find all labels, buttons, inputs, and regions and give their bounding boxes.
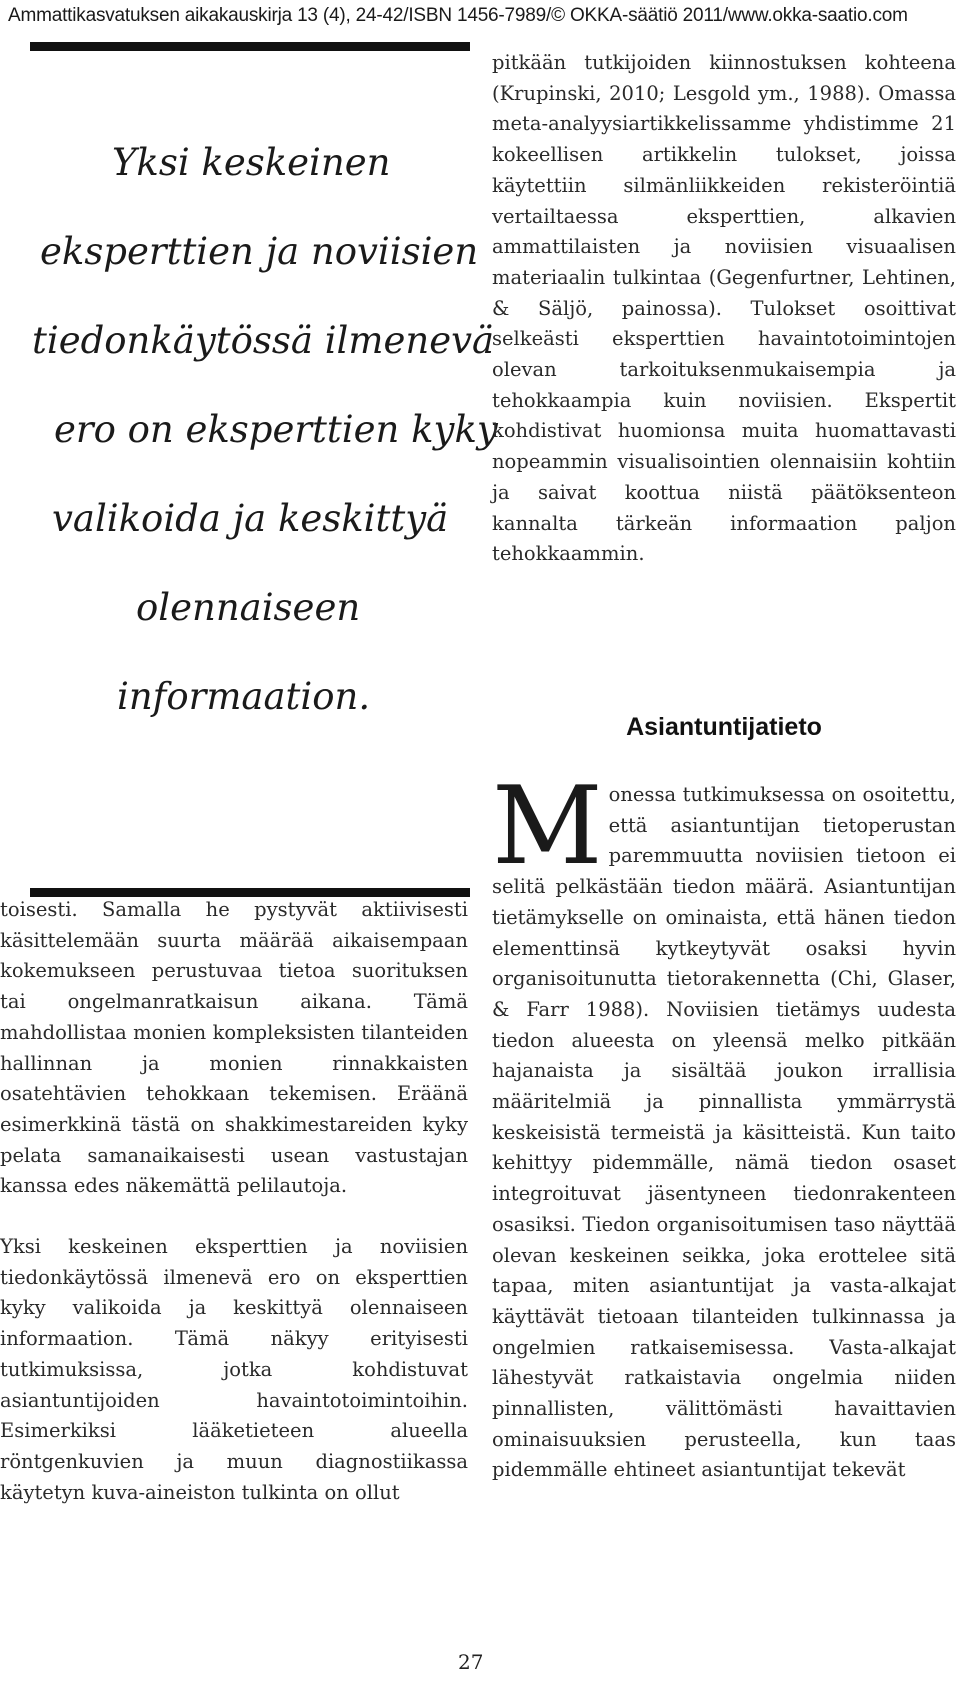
pullquote-line: valikoida ja keskittyä (52, 497, 449, 540)
pullquote-top-rule (30, 42, 470, 51)
body-paragraph: pitkään tutkijoiden kiinnostuksen kohteena (Krupinski, 2010; Lesgold ym., 1988). Omassa meta-analyysiartikkelissamme yhdistimme 21 kokeellisen artikkelin tulokset, joissa käytettiin silmänliikkeiden rekisteröintiä vertailtaessa eksperttien, alkavien ammattilaisten ja noviisien visuaalisen materiaalin tulkintaa (Gegenfurtner, Lehtinen, & Säljö, painossa). Tulokset osoittivat selkeästi eksperttien havaintotoimintojen olevan tarkoituksenmukaisempia ja tehokkaampia kuin noviisien. Ekspertit kohdistivat huomionsa muita huomattavasti nopeammin visualisointien olennaisiin kohtiin ja saivat koottua niistä päätöksenteon kannalta tärkeän informaation paljon tehokkaammin. (492, 51, 956, 566)
body-paragraph: onessa tutkimuksessa on osoitettu, että asiantuntijan tietoperustan paremmuutta noviisien tietoon ei selitä pelkästään tiedon määrä. Asiantuntijan tietämykselle on ominaista, että hänen tiedon elementtinsä kytkeytyvät osaksi hyvin organisoitunutta tietorakennetta (Chi, Glaser, & Farr 1988). Noviisien tietämys uudesta tiedon alueesta on yleensä melko pitkään hajanaista ja sisältää joukon irrallisia määritelmiä ja pinnallista ymmärrystä keskeisistä termeistä ja käsitteistä. Kun taito kehittyy pidemmälle, nämä tiedon osaset integroituvat jäsentyneen tiedonrakenteen osasiksi. Tiedon organisoitumisen taso näyttää olevan keskeinen seikka, joka erottelee sitä tapaa, miten asiantuntijat ja vasta-alkajat käyttävät tietoaan tilanteiden tulkinnassa ja ongelmien ratkaisemisessa. Vasta-alkajat lähestyvät ratkaistavia ongelmia niiden pinnallisten, välittömästi havaittavien ominaisuuksien perusteella, kun taas pidemmälle ehtineet asiantuntijat tekevät (492, 783, 956, 1482)
page-number: 27 (458, 1650, 484, 1674)
section-heading: Asiantuntijatieto (626, 713, 822, 741)
pullquote-line: eksperttien ja noviisien (40, 230, 479, 273)
body-paragraph: toisesti. Samalla he pystyvät aktiivisesti käsittelemään suurta määrää aikaisempaan kokemukseen perustuvaa tietoa suorituksen tai ongelmanratkaisun aikana. Tämä mahdollistaa monien kompleksisten tilanteiden hallinnan ja monien rinnakkaisten osatehtävien tehokkaan tekemisen. Eräänä esimerkkinä tästä on shakkimestareiden kyky pelata samanaikaisesti usean vastustajan kanssa edes näkemättä pelilautoja. (0, 898, 468, 1198)
pullquote-line: informaation. (117, 675, 371, 718)
left-column (0, 895, 468, 1508)
right-column (492, 48, 956, 570)
running-head: Ammattikasvatuksen aikakauskirja 13 (4), 24-42/ISBN 1456-7989/© OKKA-säätiö 2011/www.okka-saatio.com (8, 5, 908, 26)
right-column-section (492, 764, 956, 1486)
pullquote-line: ero on eksperttien kyky (54, 408, 498, 451)
pullquote-line: tiedonkäytössä ilmenevä (32, 319, 495, 362)
pullquote (30, 140, 498, 763)
body-paragraph: Yksi keskeinen eksperttien ja noviisien tiedonkäytössä ilmenevä ero on eksperttien kyky valikoida ja keskittyä olennaiseen informaation. Tämä näkyy erityisesti tutkimuksissa, jotka kohdistuvat asiantuntijoiden havaintotoimintoihin. Esimerkiksi lääketieteen alueella röntgenkuvien ja muun diagnostiikassa käytetyn kuva-aineiston tulkinta on ollut (0, 1235, 468, 1504)
drop-cap: M (492, 764, 603, 889)
pullquote-line: Yksi keskeinen (112, 141, 391, 184)
pullquote-line: olennaiseen (136, 586, 361, 629)
